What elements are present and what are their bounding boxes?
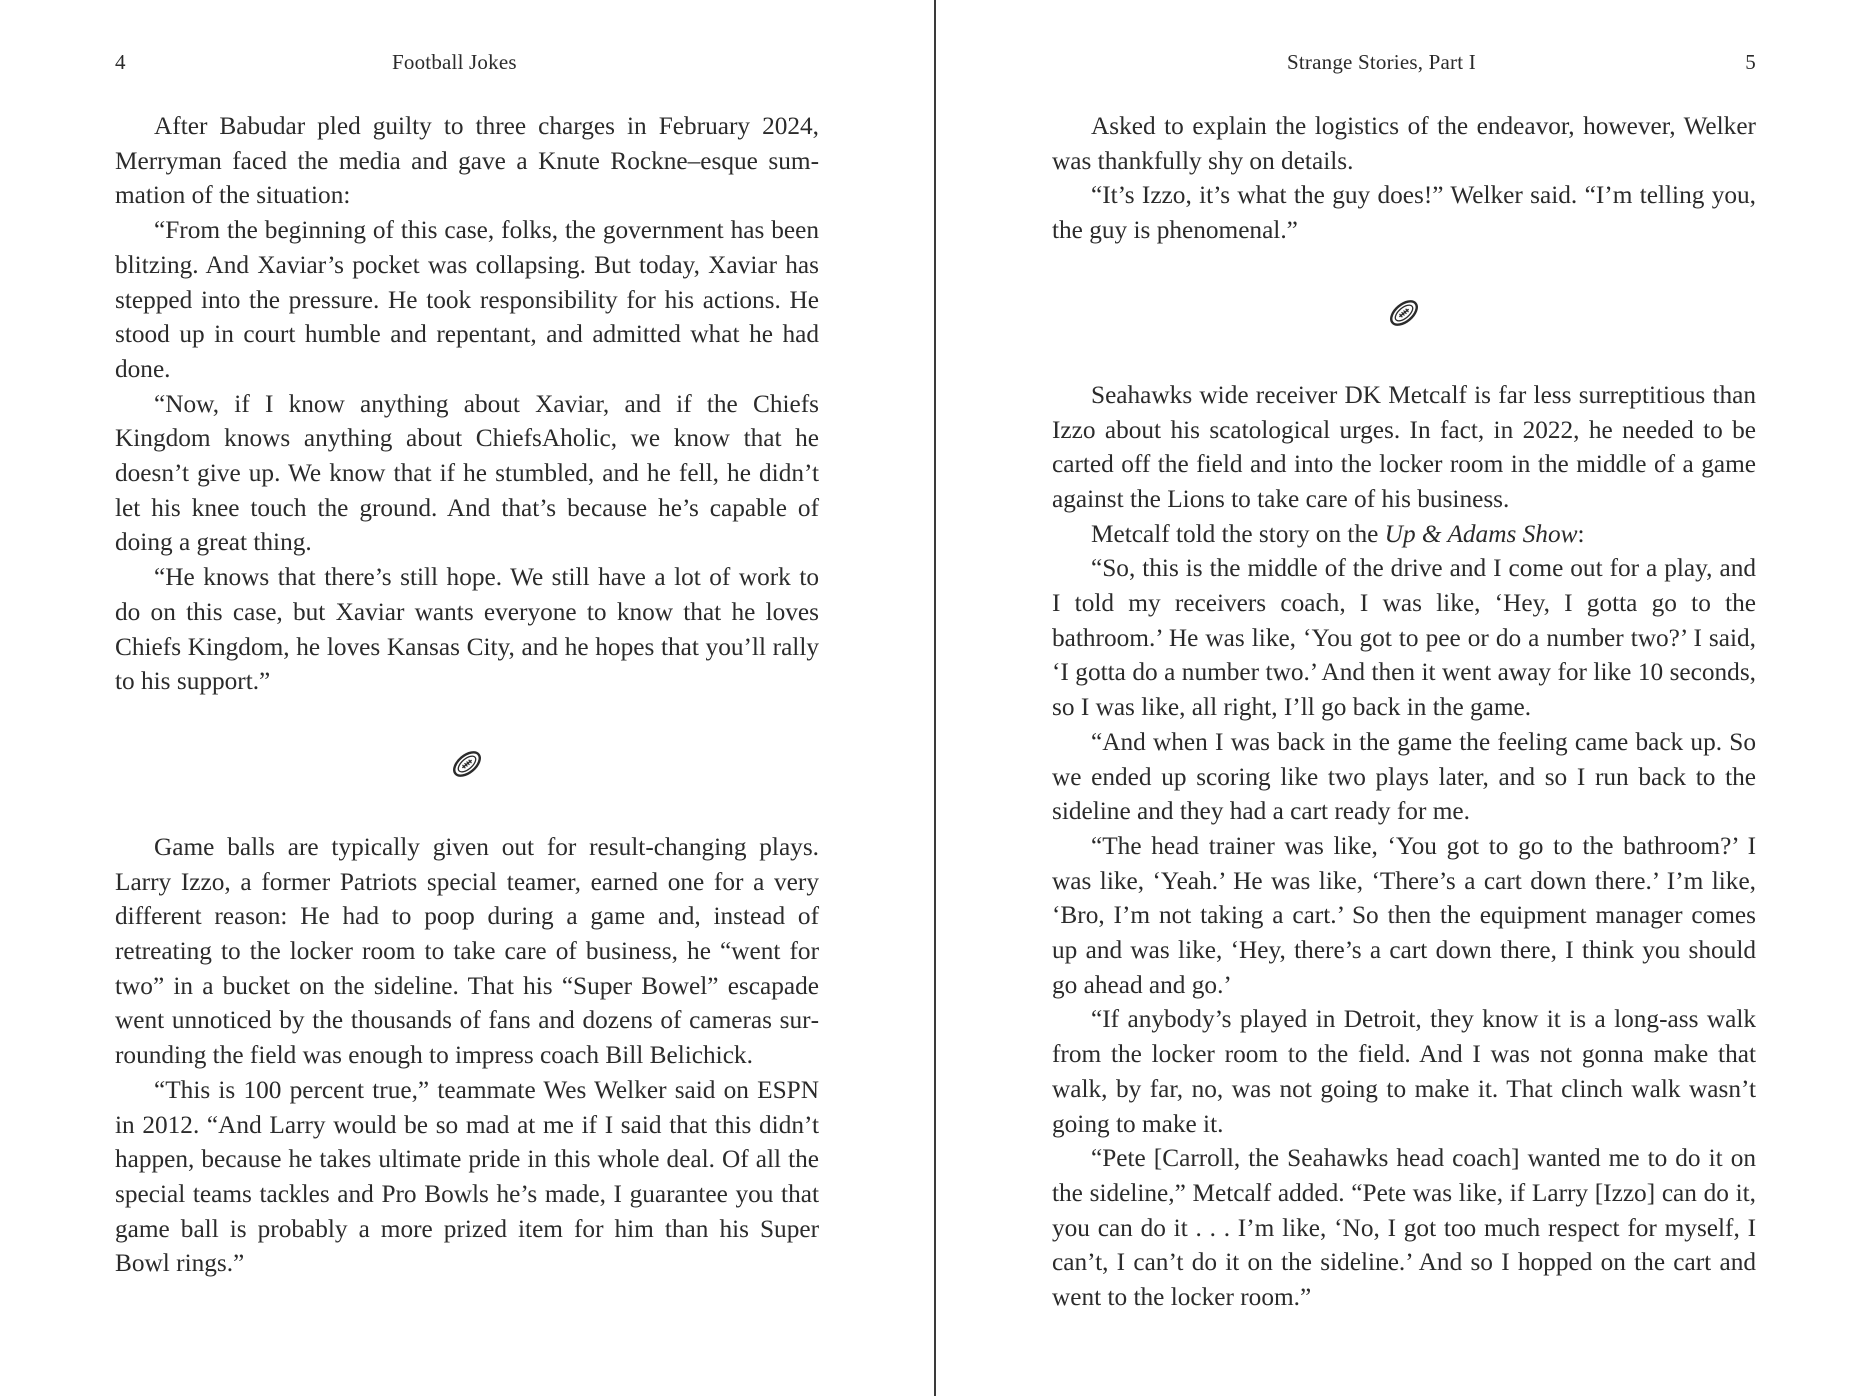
- paragraph: “Now, if I know anything about Xaviar, and if the Chiefs Kingdom knows anything about ChiefsAholic, we know that he doesn’t give up. We know that if he stumbled, and he fell, he didn’t let his knee touch the ground. And that’s because he’s capable of doing a great thing.: [115, 389, 819, 557]
- paragraph: “Pete [Carroll, the Seahawks head coach] wanted me to do it on the sideline,” Metcalf added. “Pete was like, if Larry [Izzo] can do it, you can do it . . . I’m like, ‘No, I got too much respect for myself, I can’t, I can’t do it on the sideline.’ And so I hopped on the cart and went to the locker room.”: [1052, 1144, 1756, 1312]
- section-break: [115, 699, 819, 830]
- paragraph: After Babudar pled guilty to three charges in February 2024, Merryman faced the media and gave a Knute Rockne–esque summation of the situation:: [115, 112, 819, 210]
- football-icon: [451, 748, 483, 780]
- paragraph: Asked to explain the logistics of the endeavor, however, Welker was thankfully shy on details.: [1052, 112, 1756, 175]
- paragraph: “He knows that there’s still hope. We still have a lot of work to do on this case, but Xaviar wants everyone to know that he loves Chiefs Kingdom, he loves Kansas City, and he hopes that you’ll rally to his support.”: [115, 563, 819, 696]
- text-run: Metcalf told the story on the: [1091, 519, 1385, 548]
- left-page-body: [115, 109, 819, 1281]
- left-page-header: [115, 50, 819, 80]
- right-page: [1052, 0, 1756, 1396]
- running-head: Football Jokes: [392, 50, 517, 74]
- paragraph: “And when I was back in the game the feeling came back up. So we ended up scoring like two plays later, and so I run back to the sideline and they had a cart ready for me.: [1052, 727, 1756, 826]
- paragraph: [1052, 517, 1756, 552]
- page-number: 5: [1745, 50, 1756, 74]
- page-number: 4: [115, 50, 126, 74]
- right-page-body: [1052, 109, 1756, 1315]
- running-head: Strange Stories, Part I: [1287, 50, 1476, 74]
- show-title: Up & Adams Show: [1384, 519, 1578, 548]
- paragraph: “It’s Izzo, it’s what the guy does!” Welker said. “I’m telling you, the guy is phenomenal.”: [1052, 181, 1756, 245]
- text-run: :: [1577, 519, 1585, 548]
- paragraph: Game balls are typically given out for result-changing plays. Larry Izzo, a former Patriots special teamer, earned one for a very different reason: He had to poop during a game and, instead of retreating to the locker room to take care of business, he “went for two” in a bucket on the sideline. That his “Super Bowel” escapade went unnoticed by the thousands of fans and dozens of cameras surrounding the field was enough to impress coach Bill Belichick.: [115, 832, 819, 1070]
- paragraph: “So, this is the middle of the drive and I come out for a play, and I told my receivers coach, I was like, ‘Hey, I gotta go to the bathroom.’ He was like, ‘You got to pee or do a number two?’ I said, ‘I gotta do a number two.’ And then it went away for like 10 seconds, so I was like, all right, I’ll go back in the game.: [1052, 554, 1756, 722]
- paragraph: “If anybody’s played in Detroit, they know it is a long-ass walk from the locker room to the field. And I was not gonna make that walk, by far, no, was not going to make it. That clinch walk wasn’t going to make it.: [1052, 1005, 1756, 1138]
- right-page-header: [1052, 50, 1756, 80]
- page-gutter-divider: [934, 0, 936, 1396]
- section-break: [1052, 248, 1756, 378]
- paragraph: “This is 100 percent true,” teammate Wes Welker said on ESPN in 2012. “And Larry would be so mad at me if I said that this didn’t happen, because he takes ultimate pride in this whole deal. Of all the special teams tackles and Pro Bowls he’s made, I guarantee you that game ball is probably a more prized item for him than his Super Bowl rings.”: [115, 1075, 819, 1278]
- paragraph: Seahawks wide receiver DK Metcalf is far less surreptitious than Izzo about his scatological urges. In fact, in 2022, he needed to be carted off the field and into the locker room in the middle of a game against the Lions to take care of his business.: [1052, 380, 1756, 513]
- paragraph: “The head trainer was like, ‘You got to go to the bathroom?’ I was like, ‘Yeah.’ He was like, ‘There’s a cart down there.’ I’m like, ‘Bro, I’m not taking a cart.’ So then the equipment manager comes up and was like, ‘Hey, there’s a cart down there, I think you should go ahead and go.’: [1052, 831, 1756, 999]
- paragraph: “From the beginning of this case, folks, the government has been blitzing. And Xaviar’s pocket was collapsing. But today, Xaviar has stepped into the pressure. He took responsibility for his actions. He stood up in court humble and repentant, and admitted what he had done.: [115, 216, 819, 383]
- football-icon: [1388, 297, 1420, 329]
- left-page: [115, 0, 819, 1396]
